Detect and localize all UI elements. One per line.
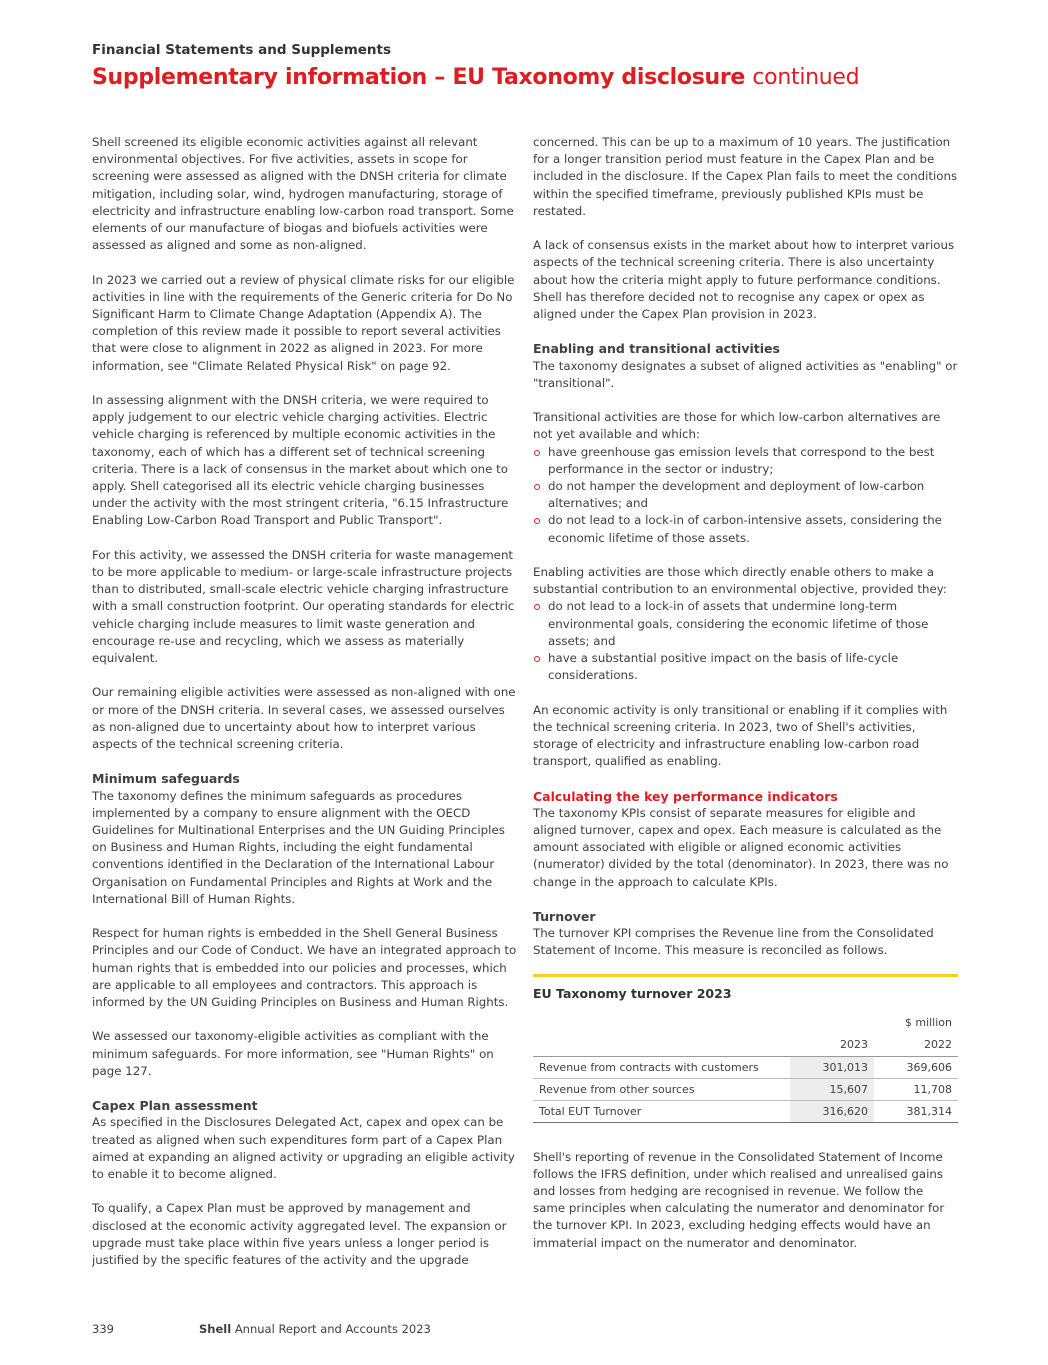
paragraph: In 2023 we carried out a review of physical climate risks for our eligible activities in line with the requirements of the Generic criteria for Do No Significant Harm to Climate Change Adaptation (Appendix A). The completion of this review made it possible to report several activities that were close to alignment in 2022 as aligned in 2023. For more information, see "Climate Related Physical Risk" on page 92. [92, 272, 515, 373]
paragraph: The taxonomy KPIs consist of separate measures for eligible and aligned turnover, capex and opex. Each measure is calculated as the amount associated with eligible or aligned economic activities (numerator) divided by the total (denominator). In 2023, there was no change in the approach to calculate KPIs. [533, 805, 949, 889]
table-cell-2023: 301,013 [790, 1056, 874, 1078]
paragraph: Transitional activities are those for which low-carbon alternatives are not yet available and which: [533, 410, 941, 442]
paragraph: Enabling activities are those which directly enable others to make a substantial contribution to an environmental objective, provided they: [533, 565, 947, 597]
table-unit-row [533, 1012, 958, 1034]
heading-capex-plan: Capex Plan assessment [92, 1098, 258, 1114]
heading-enabling-transitional: Enabling and transitional activities [533, 341, 780, 357]
page-number: 339 [92, 1322, 114, 1336]
table-cell-2023: 15,607 [790, 1078, 874, 1100]
paragraph: The turnover KPI comprises the Revenue line from the Consolidated Statement of Income. This measure is reconciled as follows. [533, 926, 934, 958]
paragraph: An economic activity is only transitional or enabling if it complies with the technical screening criteria. In 2023, two of Shell's activities, storage of electricity and infrastructure enabling low-carbon road transport, qualified as enabling. [533, 702, 948, 769]
table-cell [533, 1012, 790, 1034]
table-cell [790, 1012, 874, 1034]
right-column [533, 134, 958, 1269]
paragraph: As specified in the Disclosures Delegated Act, capex and opex can be treated as aligned when such expenditures form part of a Capex Plan aimed at expanding an aligned activity or upgrading an eligible activity to enable it to become aligned. [92, 1115, 515, 1182]
transitional-bullet-list [533, 444, 958, 547]
paragraph: The taxonomy defines the minimum safeguards as procedures implemented by a company to ensure alignment with the OECD Guidelines for Multinational Enterprises and the UN Guiding Principles on Business and Human Rights, including the eight fundamental conventions identified in the Declaration of the International Labour Organisation on Fundamental Principles and Rights at Work and the International Bill of Human Rights. [92, 788, 505, 906]
brand-name: Shell [199, 1322, 232, 1336]
table-unit: $ million [904, 1016, 952, 1030]
list-item: have greenhouse gas emission levels that correspond to the best performance in the sector or industry; [533, 444, 958, 478]
enabling-bullet-list [533, 598, 958, 684]
heading-turnover: Turnover [533, 909, 596, 925]
list-item: do not hamper the development and deployment of low-carbon alternatives; and [533, 478, 958, 512]
left-column [92, 134, 517, 1286]
paragraph: Respect for human rights is embedded in the Shell General Business Principles and our Code of Conduct. We have an integrated approach to human rights that is embedded into our policies and processes, which are applicable to all employees and contractors. This approach is informed by the UN Guiding Principles on Business and Human Rights. [92, 926, 517, 1010]
table-header-2022: 2022 [874, 1034, 958, 1057]
table-row-label: Revenue from other sources [533, 1078, 790, 1100]
paragraph: We assessed our taxonomy-eligible activities as compliant with the minimum safeguards. For more information, see "Human Rights" on page 127. [92, 1029, 494, 1078]
paragraph: concerned. This can be up to a maximum of 10 years. The justification for a longer transition period must feature in the Capex Plan and be included in the disclosure. If the Capex Plan fails to meet the conditions within the specified timeframe, previously published KPIs must be restated. [533, 135, 958, 218]
table-cell-2022: 381,314 [874, 1100, 958, 1122]
table-row-label: Total EUT Turnover [533, 1100, 790, 1122]
heading-minimum-safeguards: Minimum safeguards [92, 771, 240, 787]
table-cell-2022: 11,708 [874, 1078, 958, 1100]
table-row [533, 1056, 958, 1078]
table-cell [533, 1034, 790, 1057]
table-title: EU Taxonomy turnover 2023 [533, 985, 732, 1001]
heading-kpi: Calculating the key performance indicators [533, 788, 838, 804]
paragraph: In assessing alignment with the DNSH criteria, we were required to apply judgement to our electric vehicle charging activities. Electric vehicle charging is referenced by multiple economic activities in the taxonomy, each of which has a different set of technical screening criteria. There is a lack of consensus in the market about which one to apply. Shell categorised all its electric vehicle charging businesses under the activity with the most stringent criteria, "6.15 Infrastructure Enabling Low-Carbon Road Transport and Public Transport". [92, 393, 509, 528]
report-name: Annual Report and Accounts 2023 [234, 1322, 431, 1336]
section-label: Financial Statements and Supplements [92, 42, 392, 58]
page-title-suffix: continued [752, 65, 860, 90]
paragraph: Shell screened its eligible economic activities against all relevant environmental objectives. For five activities, assets in scope for screening were assessed as aligned with the DNSH criteria for climate mitigation, including solar, wind, hydrogen manufacturing, storage of electricity and infrastructure enabling low-carbon road transport. Some elements of our manufacture of biogas and biofuels activities were assessed as aligned and some as non-aligned. [92, 135, 514, 253]
paragraph: To qualify, a Capex Plan must be approved by management and disclosed at the economic activity aggregated level. The expansion or upgrade must take place within five years unless a longer period is justified by the specific features of the activity and the upgrade [92, 1201, 507, 1268]
paragraph: A lack of consensus exists in the market about how to interpret various aspects of the technical screening criteria. There is also uncertainty about how the criteria might apply to future performance conditions. Shell has therefore decided not to recognise any capex or opex as aligned under the Capex Plan provision in 2023. [533, 238, 955, 322]
list-item: do not lead to a lock-in of carbon-intensive assets, considering the economic lifetime of those assets. [533, 512, 958, 546]
turnover-table [533, 1012, 958, 1123]
turnover-table-block [533, 974, 958, 1123]
paragraph: The taxonomy designates a subset of aligned activities as "enabling" or "transitional". [533, 358, 958, 390]
page-footer [92, 1322, 431, 1336]
table-row-label: Revenue from contracts with customers [533, 1056, 790, 1078]
list-item: have a substantial positive impact on the basis of life-cycle considerations. [533, 650, 958, 684]
table-cell-2022: 369,606 [874, 1056, 958, 1078]
list-item: do not lead to a lock-in of assets that undermine long-term environmental goals, considering the economic lifetime of those assets; and [533, 598, 958, 650]
page-title-main: Supplementary information – EU Taxonomy disclosure [92, 65, 746, 90]
page-title [92, 62, 859, 94]
paragraph: Shell's reporting of revenue in the Consolidated Statement of Income follows the IFRS definition, under which realised and unrealised gains and losses from hedging are recognised in revenue. We follow the same principles when calculating the numerator and denominator for the turnover KPI. In 2023, excluding hedging effects would have an immaterial impact on the numerator and denominator. [533, 1149, 945, 1250]
table-cell-2023: 316,620 [790, 1100, 874, 1122]
paragraph: Our remaining eligible activities were assessed as non-aligned with one or more of the DNSH criteria. In several cases, we assessed ourselves as non-aligned due to uncertainty about how to interpret various aspects of the technical screening criteria. [92, 685, 516, 752]
paragraph: For this activity, we assessed the DNSH criteria for waste management to be more applicable to medium- or large-scale infrastructure projects than to distributed, small-scale electric vehicle charging infrastructure with a small construction footprint. Our operating standards for electric vehicle charging include measures to limit waste generation and encourage re-use and recycling, which we assess as materially equivalent. [92, 547, 515, 666]
table-row [533, 1078, 958, 1100]
table-header-row [533, 1034, 958, 1057]
table-header-2023: 2023 [790, 1034, 874, 1057]
table-total-row [533, 1100, 958, 1122]
